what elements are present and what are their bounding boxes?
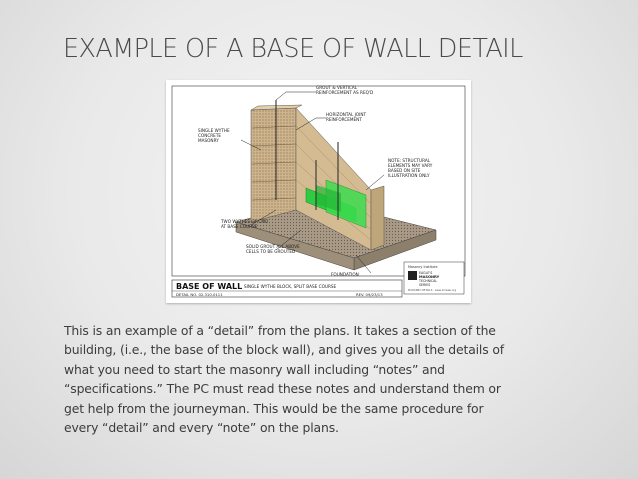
callout-note-1: NOTE: STRUCTURAL bbox=[388, 158, 431, 163]
callout-grout-1: GROUT & VERTICAL bbox=[316, 85, 358, 90]
institute-logo bbox=[404, 262, 464, 294]
svg-text:REINFORCEMENT AS REQ'D bbox=[316, 90, 373, 95]
svg-text:FOUNDATION bbox=[331, 272, 359, 277]
callout-horiz-2: REINFORCEMENT bbox=[326, 117, 362, 122]
body-line: what you need to start the masonry wall including “notes” and bbox=[64, 361, 445, 377]
callout-wythe-2: CONCRETE bbox=[198, 133, 222, 138]
body-line: get help from the journeyman. This would be the same procedure for bbox=[64, 400, 484, 416]
callout-note-2: ELEMENTS MAY VARY bbox=[388, 163, 433, 168]
body-line: every “detail” and every “note” on the plans. bbox=[64, 420, 339, 436]
body-line: This is an example of a “detail” from the plans. It takes a section of the bbox=[64, 323, 496, 338]
callout-grout-2: REINFORCEMENT AS REQ'D bbox=[316, 90, 374, 95]
callout-note-3: BASED ON SITE bbox=[388, 168, 421, 173]
callout-note-4: ILLUSTRATION ONLY bbox=[388, 173, 430, 178]
body-line: “specifications.” The PC must read these notes and understand them or bbox=[64, 381, 501, 397]
svg-text:AT BASE COURSE bbox=[221, 224, 258, 229]
slide-body-text bbox=[64, 321, 584, 437]
svg-text:CELLS TO BE GROUTED bbox=[246, 249, 295, 254]
logo-line4: MASONRY DETAILS . www.imiweb.org bbox=[408, 289, 457, 292]
wall-detail-drawing bbox=[166, 80, 471, 303]
callout-horiz-1: HORIZONTAL JOINT bbox=[326, 112, 367, 117]
slide-title: EXAMPLE OF A BASE OF WALL DETAIL bbox=[63, 34, 523, 64]
callout-foundation: FOUNDATION bbox=[331, 272, 359, 277]
logo-line1: MASONRY bbox=[419, 275, 440, 279]
logo-company: EAGLE'S bbox=[419, 271, 433, 275]
logo-line2: TECHNICAL bbox=[419, 279, 438, 283]
title-block-subtitle: SINGLE WYTHE BLOCK, SPLIT BASE COURSE bbox=[244, 284, 337, 289]
title-block-title: BASE OF WALL bbox=[176, 282, 243, 291]
logo-institute: Masonry Institute bbox=[408, 265, 438, 269]
title-block-detail-no: DETAIL NO. 02.310.0111 bbox=[176, 292, 223, 297]
body-line: building, (i.e., the base of the block wall), and gives you all the details of bbox=[64, 342, 504, 358]
callout-wythe-1: SINGLE WYTHE bbox=[198, 128, 230, 133]
callout-wythe-3: MASONRY bbox=[198, 138, 219, 143]
callout-solid-2: CELLS TO BE GROUTED bbox=[246, 249, 296, 254]
callout-two-wythes-1: TWO WYTHES OF CMU bbox=[221, 219, 269, 224]
title-block bbox=[172, 280, 402, 297]
svg-text:ILLUSTRATION ONLY bbox=[388, 173, 430, 178]
svg-text:MASONRY bbox=[198, 138, 219, 143]
callout-two-wythes-2: AT BASE COURSE bbox=[221, 224, 258, 229]
svg-text:REINFORCEMENT bbox=[326, 117, 362, 122]
callout-solid-1: SOLID GROUT ALL ABOVE bbox=[246, 244, 300, 249]
title-block-rev: REV. 09/23/13 bbox=[356, 292, 383, 297]
logo-line3: SERIES bbox=[419, 283, 431, 287]
